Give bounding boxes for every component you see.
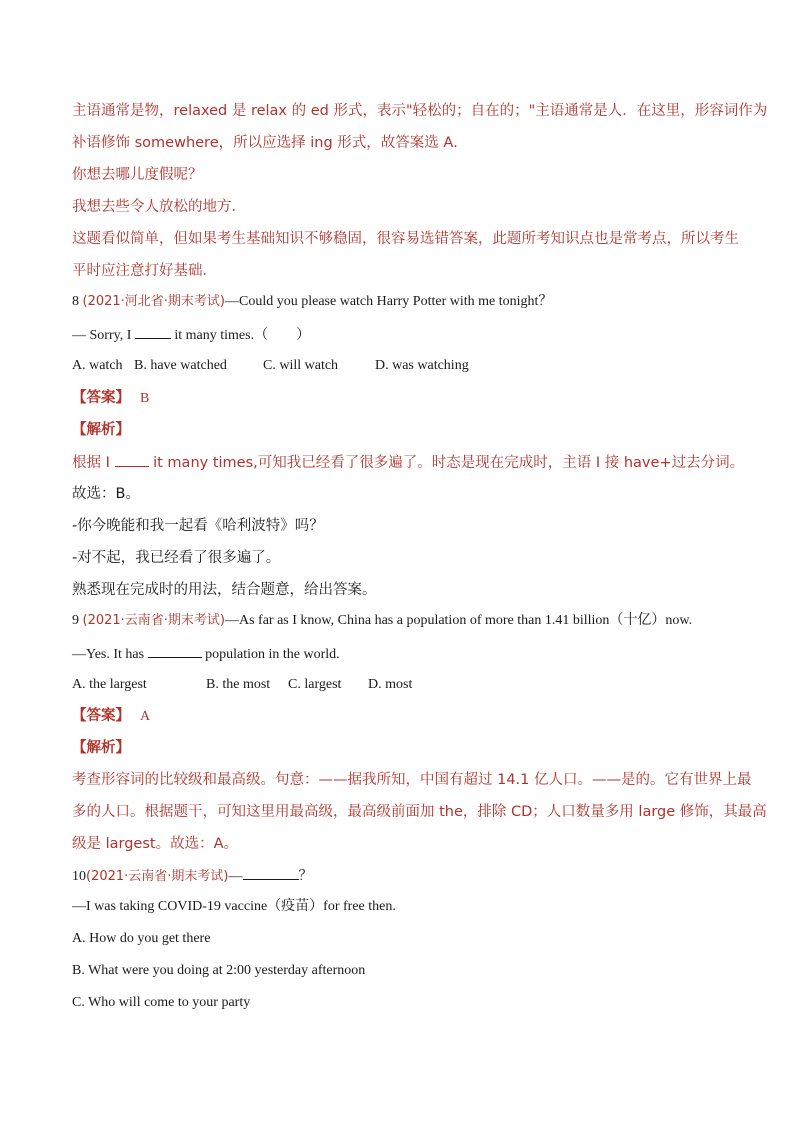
question-text: ？ xyxy=(298,869,313,884)
question-10-option-c: C. Who will come to your party xyxy=(72,995,251,1010)
translation-line-1: 你想去哪儿度假呢？ xyxy=(72,167,203,183)
explanation-line-1: 主语通常是物，relaxed 是 relax 的 ed 形式，表示"轻松的；自在的；"主语通常是人．在这里，形容词作为 xyxy=(72,103,768,119)
answer-tag: 【答案】 xyxy=(72,708,130,724)
question-number: 9 xyxy=(72,613,79,628)
question-10-line-2: —I was taking COVID-19 vaccine（疫苗）for free then. xyxy=(72,899,396,914)
answer-blank xyxy=(243,865,299,880)
answer-value: A xyxy=(140,709,151,724)
question-number: 10 xyxy=(72,869,86,884)
question-8-analysis-2: 故选：B。 xyxy=(72,486,140,502)
tip-line-1: 这题看似简单，但如果考生基础知识不够稳固，很容易选错答案，此题所考知识点也是常考点，所以考生 xyxy=(72,231,739,247)
option-d: D. most xyxy=(368,677,413,692)
question-10-stem xyxy=(72,865,313,887)
question-source: (2021·云南省·期末考试) xyxy=(82,613,225,628)
answer-blank xyxy=(115,452,149,467)
option-b: B. have watched xyxy=(134,358,227,373)
question-8-analysis-4: -对不起，我已经看了很多遍了。 xyxy=(72,550,281,566)
question-8-analysis-tag xyxy=(72,420,130,440)
option-c: C. will watch xyxy=(263,358,339,373)
answer-blank xyxy=(135,324,171,339)
question-text: — Sorry, I xyxy=(72,328,132,343)
question-8-line-2 xyxy=(72,324,310,346)
question-text: —Yes. It has xyxy=(72,647,145,662)
translation-line-2: 我想去些令人放松的地方． xyxy=(72,199,246,215)
option-c: C. largest xyxy=(288,677,342,692)
question-source: (2021·河北省·期末考试) xyxy=(82,294,225,309)
question-text: it many times.（ ） xyxy=(174,328,311,343)
question-text: population in the world. xyxy=(205,647,340,662)
question-source: (2021·云南省·期末考试) xyxy=(86,869,229,884)
question-10-option-a: A. How do you get there xyxy=(72,931,211,946)
option-d: D. was watching xyxy=(375,358,469,373)
option-a: A. the largest xyxy=(72,677,147,692)
question-9-analysis-3: 级是 largest。故选：A。 xyxy=(72,836,239,852)
analysis-text: it many times,可知我已经看了很多遍了。时态是现在完成时，主语 I 接 have+过去分词。 xyxy=(153,455,745,471)
analysis-text: 根据 I xyxy=(72,455,110,471)
question-9-stem xyxy=(72,611,692,631)
option-b: B. the most xyxy=(206,677,271,692)
question-9-analysis-2: 多的人口。根据题干，可知这里用最高级，最高级前面加 the，排除 CD；人口数量多用 large 修饰，其最高 xyxy=(72,804,767,820)
analysis-tag: 【解析】 xyxy=(72,740,130,756)
question-9-line-2 xyxy=(72,643,340,665)
option-a: A. watch xyxy=(72,358,123,373)
tip-line-2: 平时应注意打好基础． xyxy=(72,263,217,279)
answer-tag: 【答案】 xyxy=(72,390,130,406)
question-text: —As far as I know, China has a population of more than 1.41 billion（十亿）now. xyxy=(225,613,693,628)
question-9-answer xyxy=(72,706,150,727)
answer-blank xyxy=(148,643,202,658)
question-9-analysis-1: 考查形容词的比较级和最高级。句意：——据我所知，中国有超过 14.1 亿人口。——是的。它有世界上最 xyxy=(72,772,752,788)
question-8-analysis-1 xyxy=(72,452,744,473)
question-8-stem xyxy=(72,292,552,312)
question-8-options xyxy=(72,356,469,376)
explanation-line-2: 补语修饰 somewhere，所以应选择 ing 形式，故答案选 A． xyxy=(72,135,468,151)
question-9-options xyxy=(72,675,412,695)
question-8-answer xyxy=(72,388,149,409)
question-10-option-b: B. What were you doing at 2:00 yesterday afternoon xyxy=(72,963,366,978)
question-text: —Could you please watch Harry Potter with me tonight？ xyxy=(225,294,553,309)
question-number: 8 xyxy=(72,294,79,309)
question-8-analysis-5: 熟悉现在完成时的用法，结合题意，给出答案。 xyxy=(72,582,377,598)
question-9-analysis-tag xyxy=(72,738,130,758)
question-8-analysis-3: -你今晚能和我一起看《哈利波特》吗？ xyxy=(72,518,324,534)
analysis-tag: 【解析】 xyxy=(72,422,130,438)
question-text: — xyxy=(228,869,243,884)
answer-value: B xyxy=(140,391,150,406)
